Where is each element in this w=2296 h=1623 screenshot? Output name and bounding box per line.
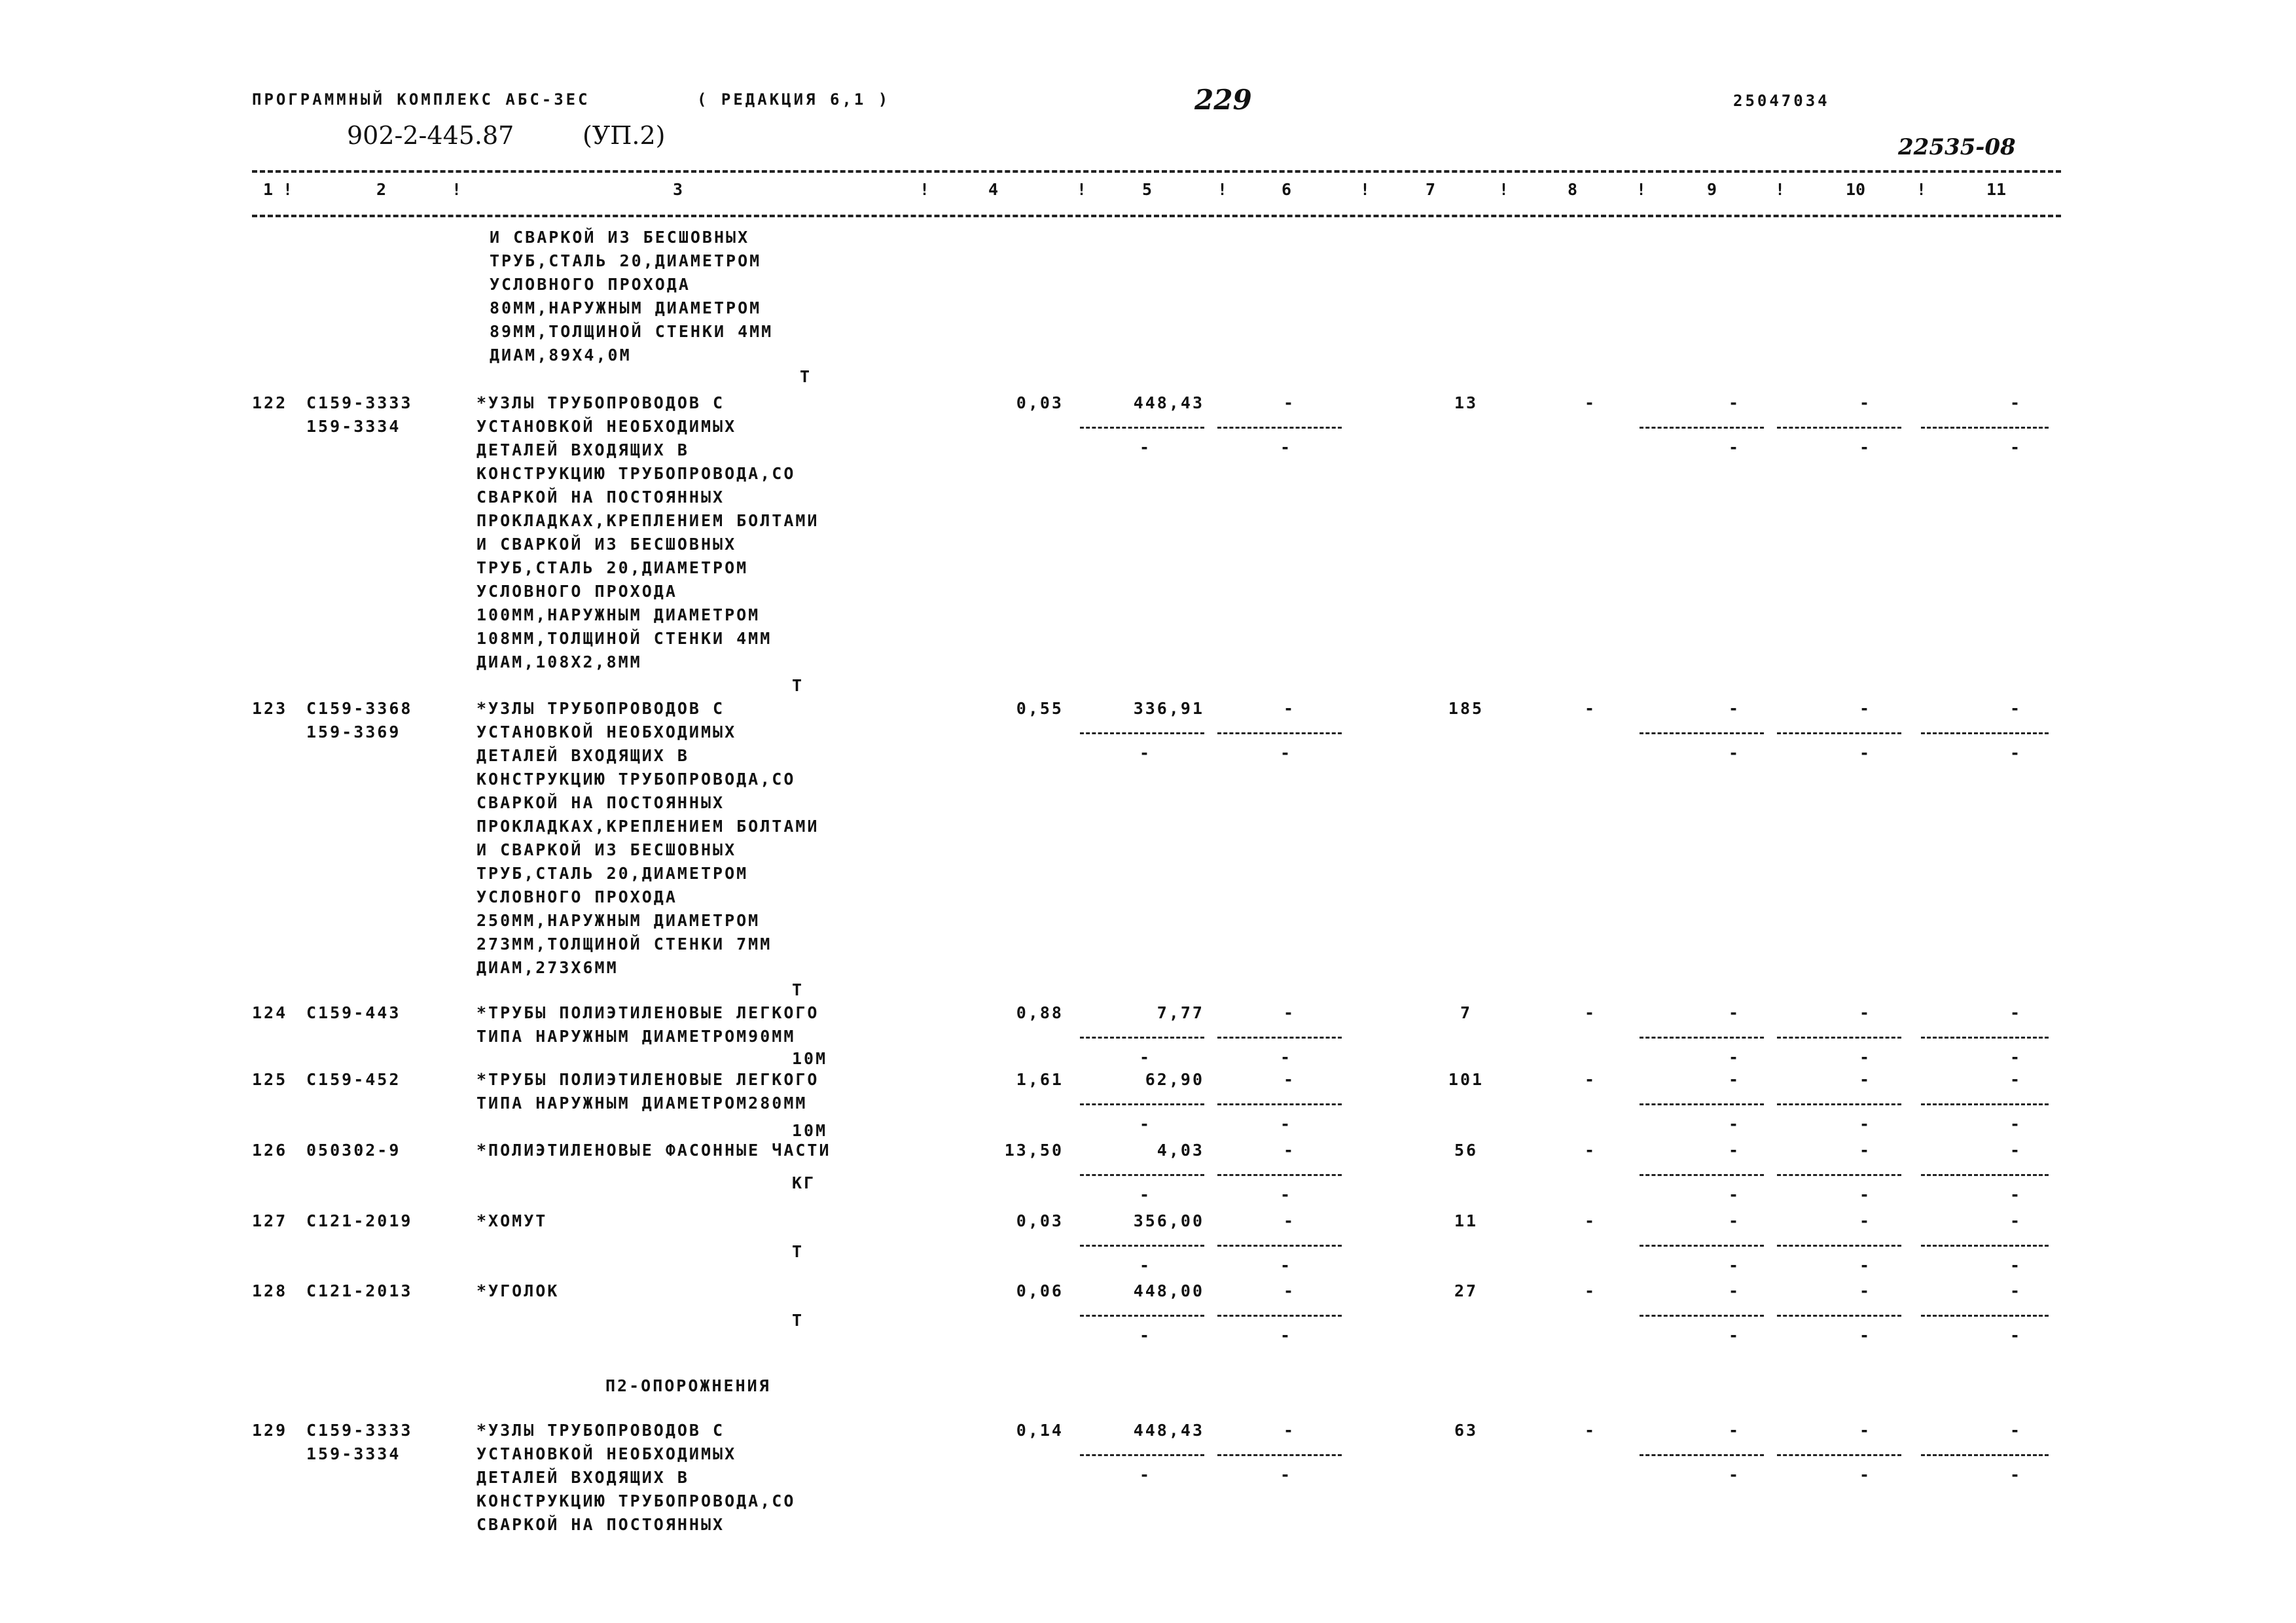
row-col11: - xyxy=(2009,1070,2022,1089)
row-sub10: - xyxy=(1859,1326,1872,1345)
row-number: 128 xyxy=(252,1281,288,1300)
dash-rule xyxy=(1921,1245,2049,1247)
row-sub6: - xyxy=(1280,1048,1293,1067)
dash-rule xyxy=(1217,732,1342,734)
row-col6: - xyxy=(1283,1421,1296,1440)
row-price: 7,77 xyxy=(1157,1003,1204,1022)
row-unit: Т xyxy=(792,1242,804,1261)
row-sub9: - xyxy=(1728,1048,1741,1067)
row-sub9: - xyxy=(1728,743,1741,762)
row-col11: - xyxy=(2009,1141,2022,1160)
row-sub11: - xyxy=(2009,1326,2022,1345)
row-col7: 185 xyxy=(1448,699,1484,718)
row-sub6: - xyxy=(1280,1115,1293,1133)
row-description: *ПОЛИЭТИЛЕНОВЫЕ ФАСОННЫЕ ЧАСТИ xyxy=(476,1141,831,1160)
row-col7: 7 xyxy=(1460,1003,1473,1022)
row-quantity: 0,03 xyxy=(1016,1211,1064,1230)
dash-rule xyxy=(1080,1454,1204,1456)
header-top-rule xyxy=(252,170,2061,173)
row-col6: - xyxy=(1283,1281,1296,1300)
row-col8: - xyxy=(1584,393,1597,412)
row-description: *УГОЛОК xyxy=(476,1281,560,1300)
row-col11: - xyxy=(2009,1211,2022,1230)
row-unit: Т xyxy=(792,676,804,695)
row-description: *ТРУБЫ ПОЛИЭТИЛЕНОВЫЕ ЛЕГКОГО ТИПА НАРУЖНЫМ ДИАМЕТРОМ90ММ xyxy=(476,1003,819,1046)
row-col10: - xyxy=(1859,1003,1872,1022)
dash-rule xyxy=(1217,1174,1342,1176)
row-price: 62,90 xyxy=(1145,1070,1204,1089)
row-sub5: - xyxy=(1139,1465,1152,1484)
row-price: 4,03 xyxy=(1157,1141,1204,1160)
row-sub5: - xyxy=(1139,1185,1152,1204)
column-separator: ! xyxy=(283,180,293,199)
dash-rule xyxy=(1217,1103,1342,1105)
row-sub5: - xyxy=(1139,1326,1152,1345)
continuation-unit: Т xyxy=(800,367,812,386)
dash-rule xyxy=(1777,1103,1901,1105)
dash-rule xyxy=(1080,732,1204,734)
dash-rule xyxy=(1777,1454,1901,1456)
dash-rule xyxy=(1640,1315,1764,1317)
row-col10: - xyxy=(1859,1211,1872,1230)
row-sub10: - xyxy=(1859,743,1872,762)
row-description: *УЗЛЫ ТРУБОПРОВОДОВ С УСТАНОВКОЙ НЕОБХОДИМЫХ ДЕТАЛЕЙ ВХОДЯЩИХ В КОНСТРУКЦИЮ ТРУБОПРОВОДА,СО СВАРКОЙ НА ПОСТОЯННЫХ ПРОКЛАДКАХ,КРЕПЛЕНИЕМ БОЛТАМИ И СВАРКОЙ ИЗ БЕСШОВНЫХ ТРУБ,СТАЛЬ 20,ДИАМЕТРОМ УСЛОВНОГО ПРОХОДА 100ММ,НАРУЖНЫМ ДИАМЕТРОМ 108ММ,ТОЛЩИНОЙ СТЕНКИ 4ММ ДИАМ,108Х2,8ММ xyxy=(476,393,819,671)
row-sub9: - xyxy=(1728,1256,1741,1275)
dash-rule xyxy=(1080,427,1204,429)
row-sub6: - xyxy=(1280,743,1293,762)
row-number: 129 xyxy=(252,1421,288,1440)
row-col11: - xyxy=(2009,1421,2022,1440)
column-header-7: 7 xyxy=(1426,180,1436,199)
row-col9: - xyxy=(1728,1070,1741,1089)
column-header-10: 10 xyxy=(1846,180,1866,199)
row-col6: - xyxy=(1283,699,1296,718)
row-col6: - xyxy=(1283,1141,1296,1160)
row-col7: 101 xyxy=(1448,1070,1484,1089)
column-separator: ! xyxy=(1360,180,1371,199)
row-col9: - xyxy=(1728,699,1741,718)
row-col9: - xyxy=(1728,1141,1741,1160)
row-sub10: - xyxy=(1859,1115,1872,1133)
column-header-8: 8 xyxy=(1568,180,1578,199)
row-code: С121-2019 xyxy=(306,1211,413,1230)
dash-rule xyxy=(1921,1454,2049,1456)
column-separator: ! xyxy=(1077,180,1087,199)
row-col6: - xyxy=(1283,1211,1296,1230)
dash-rule xyxy=(1777,1245,1901,1247)
row-price: 448,00 xyxy=(1133,1281,1204,1300)
row-price: 356,00 xyxy=(1133,1211,1204,1230)
row-col6: - xyxy=(1283,393,1296,412)
row-code: С159-3368 159-3369 xyxy=(306,699,413,741)
column-separator: ! xyxy=(1217,180,1228,199)
row-unit: 10М xyxy=(792,1121,828,1140)
row-description: *УЗЛЫ ТРУБОПРОВОДОВ С УСТАНОВКОЙ НЕОБХОДИМЫХ ДЕТАЛЕЙ ВХОДЯЩИХ В КОНСТРУКЦИЮ ТРУБОПРОВОДА,СО СВАРКОЙ НА ПОСТОЯННЫХ xyxy=(476,1421,796,1534)
row-sub9: - xyxy=(1728,438,1741,457)
dash-rule xyxy=(1640,1454,1764,1456)
row-col8: - xyxy=(1584,1070,1597,1089)
row-code: С159-443 xyxy=(306,1003,401,1022)
row-col7: 63 xyxy=(1454,1421,1479,1440)
row-sub11: - xyxy=(2009,1256,2022,1275)
dash-rule xyxy=(1640,1245,1764,1247)
row-col10: - xyxy=(1859,1141,1872,1160)
row-number: 127 xyxy=(252,1211,288,1230)
row-number: 126 xyxy=(252,1141,288,1160)
row-col11: - xyxy=(2009,1003,2022,1022)
row-code: С159-3333 159-3334 xyxy=(306,393,413,436)
row-code: С159-452 xyxy=(306,1070,401,1089)
row-col10: - xyxy=(1859,1281,1872,1300)
row-quantity: 0,14 xyxy=(1016,1421,1064,1440)
column-header-4: 4 xyxy=(988,180,999,199)
row-sub10: - xyxy=(1859,1048,1872,1067)
dash-rule xyxy=(1640,1103,1764,1105)
row-sub10: - xyxy=(1859,1256,1872,1275)
column-header-5: 5 xyxy=(1142,180,1153,199)
dash-rule xyxy=(1640,427,1764,429)
column-separator: ! xyxy=(1499,180,1509,199)
dash-rule xyxy=(1217,1454,1342,1456)
row-sub11: - xyxy=(2009,438,2022,457)
row-sub9: - xyxy=(1728,1326,1741,1345)
row-col9: - xyxy=(1728,1421,1741,1440)
dash-rule xyxy=(1217,427,1342,429)
row-unit: 10М xyxy=(792,1049,828,1068)
row-col8: - xyxy=(1584,699,1597,718)
row-col8: - xyxy=(1584,1141,1597,1160)
row-description: *ТРУБЫ ПОЛИЭТИЛЕНОВЫЕ ЛЕГКОГО ТИПА НАРУЖНЫМ ДИАМЕТРОМ280ММ xyxy=(476,1070,819,1113)
row-code: С159-3333 159-3334 xyxy=(306,1421,413,1463)
dash-rule xyxy=(1640,1174,1764,1176)
column-separator: ! xyxy=(1916,180,1927,199)
continuation-description: И СВАРКОЙ ИЗ БЕСШОВНЫХ ТРУБ,СТАЛЬ 20,ДИАМЕТРОМ УСЛОВНОГО ПРОХОДА 80ММ,НАРУЖНЫМ ДИАМЕТРОМ 89ММ,ТОЛЩИНОЙ СТЕНКИ 4ММ ДИАМ,89Х4,0М xyxy=(490,228,774,365)
dash-rule xyxy=(1080,1245,1204,1247)
row-sub11: - xyxy=(2009,1465,2022,1484)
row-sub6: - xyxy=(1280,1326,1293,1345)
row-number: 125 xyxy=(252,1070,288,1089)
dash-rule xyxy=(1777,1315,1901,1317)
column-header-3: 3 xyxy=(673,180,683,199)
row-sub6: - xyxy=(1280,1256,1293,1275)
row-number: 123 xyxy=(252,699,288,718)
row-sub6: - xyxy=(1280,438,1293,457)
row-description: *УЗЛЫ ТРУБОПРОВОДОВ С УСТАНОВКОЙ НЕОБХОДИМЫХ ДЕТАЛЕЙ ВХОДЯЩИХ В КОНСТРУКЦИЮ ТРУБОПРОВОДА,СО СВАРКОЙ НА ПОСТОЯННЫХ ПРОКЛАДКАХ,КРЕПЛЕНИЕМ БОЛТАМИ И СВАРКОЙ ИЗ БЕСШОВНЫХ ТРУБ,СТАЛЬ 20,ДИАМЕТРОМ УСЛОВНОГО ПРОХОДА 250ММ,НАРУЖНЫМ ДИАМЕТРОМ 273ММ,ТОЛЩИНОЙ СТЕНКИ 7ММ ДИАМ,273Х6ММ xyxy=(476,699,819,977)
dash-rule xyxy=(1777,1174,1901,1176)
row-number: 124 xyxy=(252,1003,288,1022)
row-sub9: - xyxy=(1728,1115,1741,1133)
row-col8: - xyxy=(1584,1281,1597,1300)
row-sub11: - xyxy=(2009,1115,2022,1133)
dash-rule xyxy=(1777,427,1901,429)
row-price: 448,43 xyxy=(1133,1421,1204,1440)
dash-rule xyxy=(1080,1315,1204,1317)
row-col8: - xyxy=(1584,1003,1597,1022)
row-col8: - xyxy=(1584,1211,1597,1230)
row-col10: - xyxy=(1859,1421,1872,1440)
row-sub6: - xyxy=(1280,1185,1293,1204)
column-header-2: 2 xyxy=(376,180,387,199)
row-sub11: - xyxy=(2009,1048,2022,1067)
section-title: П2-ОПОРОЖНЕНИЯ xyxy=(605,1376,771,1395)
edition-label: ( РЕДАКЦИЯ 6,1 ) xyxy=(697,90,891,109)
dash-rule xyxy=(1080,1037,1204,1039)
row-col6: - xyxy=(1283,1070,1296,1089)
row-sub11: - xyxy=(2009,743,2022,762)
row-col7: 27 xyxy=(1454,1281,1479,1300)
row-sub9: - xyxy=(1728,1185,1741,1204)
dash-rule xyxy=(1921,1174,2049,1176)
row-col8: - xyxy=(1584,1421,1597,1440)
column-header-1: 1 xyxy=(263,180,274,199)
row-col6: - xyxy=(1283,1003,1296,1022)
row-price: 336,91 xyxy=(1133,699,1204,718)
row-col11: - xyxy=(2009,393,2022,412)
dash-rule xyxy=(1080,1103,1204,1105)
column-separator: ! xyxy=(1775,180,1785,199)
row-code: С121-2013 xyxy=(306,1281,413,1300)
column-header-6: 6 xyxy=(1282,180,1292,199)
row-col11: - xyxy=(2009,1281,2022,1300)
row-sub5: - xyxy=(1139,1048,1152,1067)
row-quantity: 1,61 xyxy=(1016,1070,1064,1089)
dash-rule xyxy=(1921,1037,2049,1039)
row-quantity: 0,03 xyxy=(1016,393,1064,412)
row-price: 448,43 xyxy=(1133,393,1204,412)
row-col9: - xyxy=(1728,393,1741,412)
dash-rule xyxy=(1777,732,1901,734)
dash-rule xyxy=(1921,732,2049,734)
document-code: 25047034 xyxy=(1733,92,1830,110)
dash-rule xyxy=(1921,1103,2049,1105)
row-unit: КГ xyxy=(792,1173,816,1192)
dash-rule xyxy=(1080,1174,1204,1176)
row-number: 122 xyxy=(252,393,288,412)
column-separator: ! xyxy=(1636,180,1647,199)
row-unit: Т xyxy=(792,980,804,999)
row-col10: - xyxy=(1859,699,1872,718)
column-header-11: 11 xyxy=(1986,180,2007,199)
row-description: *ХОМУТ xyxy=(476,1211,548,1230)
row-col9: - xyxy=(1728,1211,1741,1230)
row-sub9: - xyxy=(1728,1465,1741,1484)
row-col10: - xyxy=(1859,393,1872,412)
dash-rule xyxy=(1921,1315,2049,1317)
row-sub10: - xyxy=(1859,1185,1872,1204)
row-unit: Т xyxy=(792,1311,804,1330)
column-separator: ! xyxy=(452,180,462,199)
row-col9: - xyxy=(1728,1003,1741,1022)
row-sub5: - xyxy=(1139,743,1152,762)
dash-rule xyxy=(1921,427,2049,429)
row-sub6: - xyxy=(1280,1465,1293,1484)
row-col7: 11 xyxy=(1454,1211,1479,1230)
row-sub5: - xyxy=(1139,1256,1152,1275)
dash-rule xyxy=(1217,1037,1342,1039)
row-sub11: - xyxy=(2009,1185,2022,1204)
row-sub5: - xyxy=(1139,1115,1152,1133)
row-col7: 13 xyxy=(1454,393,1479,412)
column-header-9: 9 xyxy=(1707,180,1717,199)
project-number: 902-2-445.87 xyxy=(347,121,514,150)
row-quantity: 0,06 xyxy=(1016,1281,1064,1300)
row-col10: - xyxy=(1859,1070,1872,1089)
dash-rule xyxy=(1640,732,1764,734)
row-code: 050302-9 xyxy=(306,1141,401,1160)
sheet-number: 22535-08 xyxy=(1898,134,2016,160)
dash-rule xyxy=(1217,1315,1342,1317)
row-col9: - xyxy=(1728,1281,1741,1300)
album-label: (УП.2) xyxy=(583,121,666,150)
dash-rule xyxy=(1640,1037,1764,1039)
column-separator: ! xyxy=(920,180,930,199)
row-quantity: 0,55 xyxy=(1016,699,1064,718)
row-sub5: - xyxy=(1139,438,1152,457)
header-bottom-rule xyxy=(252,215,2061,217)
row-sub10: - xyxy=(1859,1465,1872,1484)
dash-rule xyxy=(1777,1037,1901,1039)
page-number: 229 xyxy=(1194,84,1252,116)
row-quantity: 13,50 xyxy=(1004,1141,1064,1160)
program-title: ПРОГРАММНЫЙ КОМПЛЕКС АБС-3ЕС xyxy=(252,90,590,109)
row-col11: - xyxy=(2009,699,2022,718)
row-col7: 56 xyxy=(1454,1141,1479,1160)
dash-rule xyxy=(1217,1245,1342,1247)
row-quantity: 0,88 xyxy=(1016,1003,1064,1022)
row-sub10: - xyxy=(1859,438,1872,457)
